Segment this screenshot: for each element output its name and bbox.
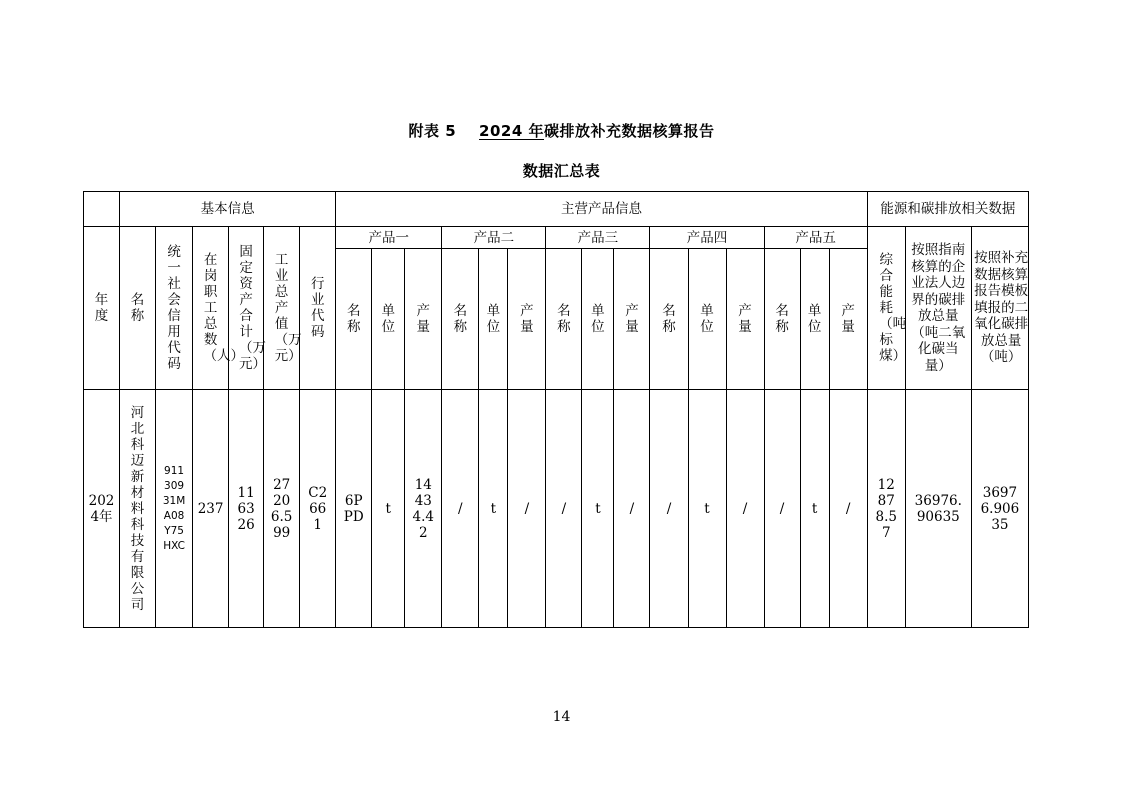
- col-employees-header: 在岗职工总数（人）: [193, 227, 229, 390]
- product-2-unit-header: 单位: [479, 249, 508, 390]
- cell-credit-code: 91130931MA08Y75HXC: [156, 390, 193, 628]
- product-5-unit-header: 单位: [800, 249, 829, 390]
- report-title-prefix: 附表 5: [408, 122, 457, 140]
- cell-product-1-unit: t: [372, 390, 405, 628]
- col-template-emissions-header: 按照补充数据核算报告模板填报的二氧化碳排放总量（吨）: [971, 227, 1028, 390]
- col-credit-code-header: 统一社会信用代码: [156, 227, 193, 390]
- group-basic-info: 基本信息: [120, 192, 336, 227]
- cell-energy-consumption: 12878.57: [867, 390, 905, 628]
- col-energy-consumption-header: 综合能耗（吨标煤）: [867, 227, 905, 390]
- product-3-name-header: 名称: [546, 249, 582, 390]
- cell-product-2-name: /: [442, 390, 479, 628]
- product-4-name-header: 名称: [650, 249, 688, 390]
- product-2-qty-header: 产量: [508, 249, 546, 390]
- product-4-unit-header: 单位: [688, 249, 726, 390]
- group-header-row: [84, 192, 1029, 227]
- product-header-row: [84, 227, 1029, 249]
- report-title-year: 2024 年: [479, 122, 545, 140]
- cell-year: 2024年: [84, 390, 120, 628]
- cell-product-5-name: /: [764, 390, 800, 628]
- col-guide-emissions-header: 按照指南核算的企业法人边界的碳排放总量（吨二氧化碳当量）: [905, 227, 971, 390]
- col-output-value-header: 工业总产值（万元）: [264, 227, 300, 390]
- col-industry-code-header: 行业代码: [300, 227, 336, 390]
- col-name-header: 名称: [120, 227, 156, 390]
- cell-product-4-name: /: [650, 390, 688, 628]
- product-1-qty-header: 产量: [405, 249, 442, 390]
- cell-industry-code: C2661: [300, 390, 336, 628]
- product-4-header: 产品四: [650, 227, 764, 249]
- page-number: 14: [552, 709, 571, 725]
- col-year-header: 年度: [84, 227, 120, 390]
- cell-product-2-unit: t: [479, 390, 508, 628]
- product-1-name-header: 名称: [336, 249, 372, 390]
- product-2-name-header: 名称: [442, 249, 479, 390]
- cell-company-name: 河北科迈新材料科技有限公司: [120, 390, 156, 628]
- group-product-info: 主营产品信息: [336, 192, 868, 227]
- cell-product-5-qty: /: [829, 390, 867, 628]
- table-subtitle: 数据汇总表: [522, 162, 601, 180]
- cell-product-3-unit: t: [582, 390, 614, 628]
- product-3-qty-header: 产量: [614, 249, 650, 390]
- cell-product-5-unit: t: [800, 390, 829, 628]
- cell-product-1-qty: 14434.42: [405, 390, 442, 628]
- cell-template-emissions: 36976.90635: [971, 390, 1028, 628]
- corner-cell: [84, 192, 120, 227]
- group-energy-data: 能源和碳排放相关数据: [867, 192, 1028, 227]
- product-3-header: 产品三: [546, 227, 650, 249]
- product-3-unit-header: 单位: [582, 249, 614, 390]
- report-title-text: 碳排放补充数据核算报告: [544, 122, 715, 140]
- product-1-unit-header: 单位: [372, 249, 405, 390]
- cell-fixed-assets: 116326: [229, 390, 264, 628]
- cell-employees: 237: [193, 390, 229, 628]
- cell-guide-emissions: 36976.90635: [905, 390, 971, 628]
- product-5-qty-header: 产量: [829, 249, 867, 390]
- table-row: [84, 390, 1029, 628]
- product-5-header: 产品五: [764, 227, 867, 249]
- product-5-name-header: 名称: [764, 249, 800, 390]
- col-fixed-assets-header: 固定资产合计（万元）: [229, 227, 264, 390]
- cell-output-value: 27206.599: [264, 390, 300, 628]
- cell-product-3-qty: /: [614, 390, 650, 628]
- product-4-qty-header: 产量: [726, 249, 764, 390]
- cell-product-2-qty: /: [508, 390, 546, 628]
- cell-product-3-name: /: [546, 390, 582, 628]
- cell-product-1-name: 6PPD: [336, 390, 372, 628]
- cell-product-4-unit: t: [688, 390, 726, 628]
- report-title: [0, 120, 1123, 141]
- summary-table: [83, 191, 1029, 628]
- product-2-header: 产品二: [442, 227, 546, 249]
- product-1-header: 产品一: [336, 227, 442, 249]
- cell-product-4-qty: /: [726, 390, 764, 628]
